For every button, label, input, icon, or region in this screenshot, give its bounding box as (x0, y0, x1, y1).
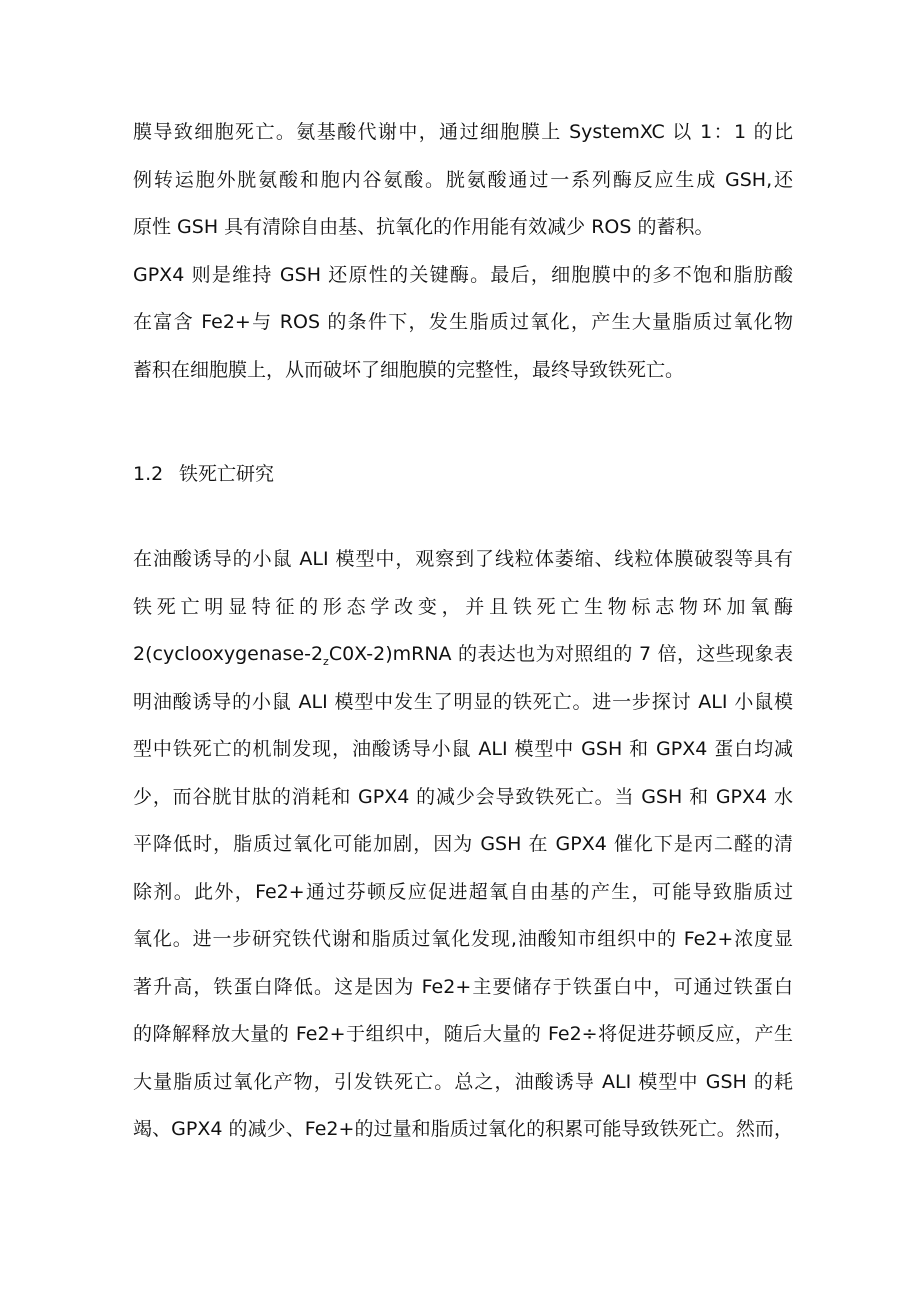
text-line: 少，而谷胱甘肽的消耗和 GPX4 的减少会导致铁死亡。当 GSH 和 GPX4 水 (133, 785, 793, 808)
text-line: 大量脂质过氧化产物，引发铁死亡。总之，油酸诱导 ALI 模型中 GSH 的耗 (133, 1070, 793, 1093)
text-line: 除剂。此外，Fe2+通过芬顿反应促进超氧自由基的产生，可能导致脂质过 (133, 880, 793, 903)
section-number: 1.2 (133, 463, 164, 485)
subscript: z (323, 654, 329, 668)
text-line: 明油酸诱导的小鼠 ALI 模型中发生了明显的铁死亡。进一步探讨 ALI 小鼠模 (133, 690, 793, 713)
text-line: 在富含 Fe2+与 ROS 的条件下，发生脂质过氧化，产生大量脂质过氧化物 (133, 311, 793, 333)
text-segment: 2(cyclooxygenase-2 (133, 643, 324, 665)
text-line: 例转运胞外胱氨酸和胞内谷氨酸。胱氨酸通过一系列酶反应生成 GSH,还 (133, 168, 793, 191)
section-title: 铁死亡研究 (179, 463, 275, 485)
paragraph-ferroptosis-research (133, 536, 793, 1154)
text-line: 蓄积在细胞膜上，从而破坏了细胞膜的完整性，最终导致铁死亡。 (133, 358, 685, 381)
text-segment: C0X-2)mRNA 的表达也为对照组的 7 倍，这些现象表 (328, 643, 793, 665)
text-line: 铁死亡明显特征的形态学改变，并且铁死亡生物标志物环加氧酶 (133, 595, 793, 618)
paragraph-ferroptosis-mechanism (133, 109, 793, 394)
text-line: GPX4 则是维持 GSH 还原性的关键酶。最后，细胞膜中的多不饱和脂肪酸 (133, 263, 793, 286)
text-line: 氧化。进一步研究铁代谢和脂质过氧化发现,油酸知市组织中的 Fe2+浓度显 (133, 928, 793, 950)
text-line: 竭、GPX4 的减少、Fe2+的过量和脂质过氧化的积累可能导致铁死亡。然而， (133, 1118, 793, 1140)
text-line-with-subscript (133, 631, 793, 679)
text-line: 型中铁死亡的机制发现，油酸诱导小鼠 ALI 模型中 GSH 和 GPX4 蛋白均减 (133, 738, 793, 760)
text-line: 的降解释放大量的 Fe2+于组织中，随后大量的 Fe2÷将促进芬顿反应，产生 (133, 1023, 793, 1045)
text-line: 平降低时，脂质过氧化可能加剧，因为 GSH 在 GPX4 催化下是丙二醛的清 (133, 833, 793, 855)
text-line: 原性 GSH 具有清除自由基、抗氧化的作用能有效减少 ROS 的蓄积。 (133, 216, 714, 238)
text-line: 著升高，铁蛋白降低。这是因为 Fe2+主要储存于铁蛋白中，可通过铁蛋白 (133, 975, 793, 998)
section-heading (133, 451, 274, 499)
text-line: 膜导致细胞死亡。氨基酸代谢中，通过细胞膜上 SystemXC 以 1：1 的比 (133, 121, 793, 143)
text-line: 在油酸诱导的小鼠 ALI 模型中，观察到了线粒体萎缩、线粒体膜破裂等具有 (133, 548, 793, 570)
